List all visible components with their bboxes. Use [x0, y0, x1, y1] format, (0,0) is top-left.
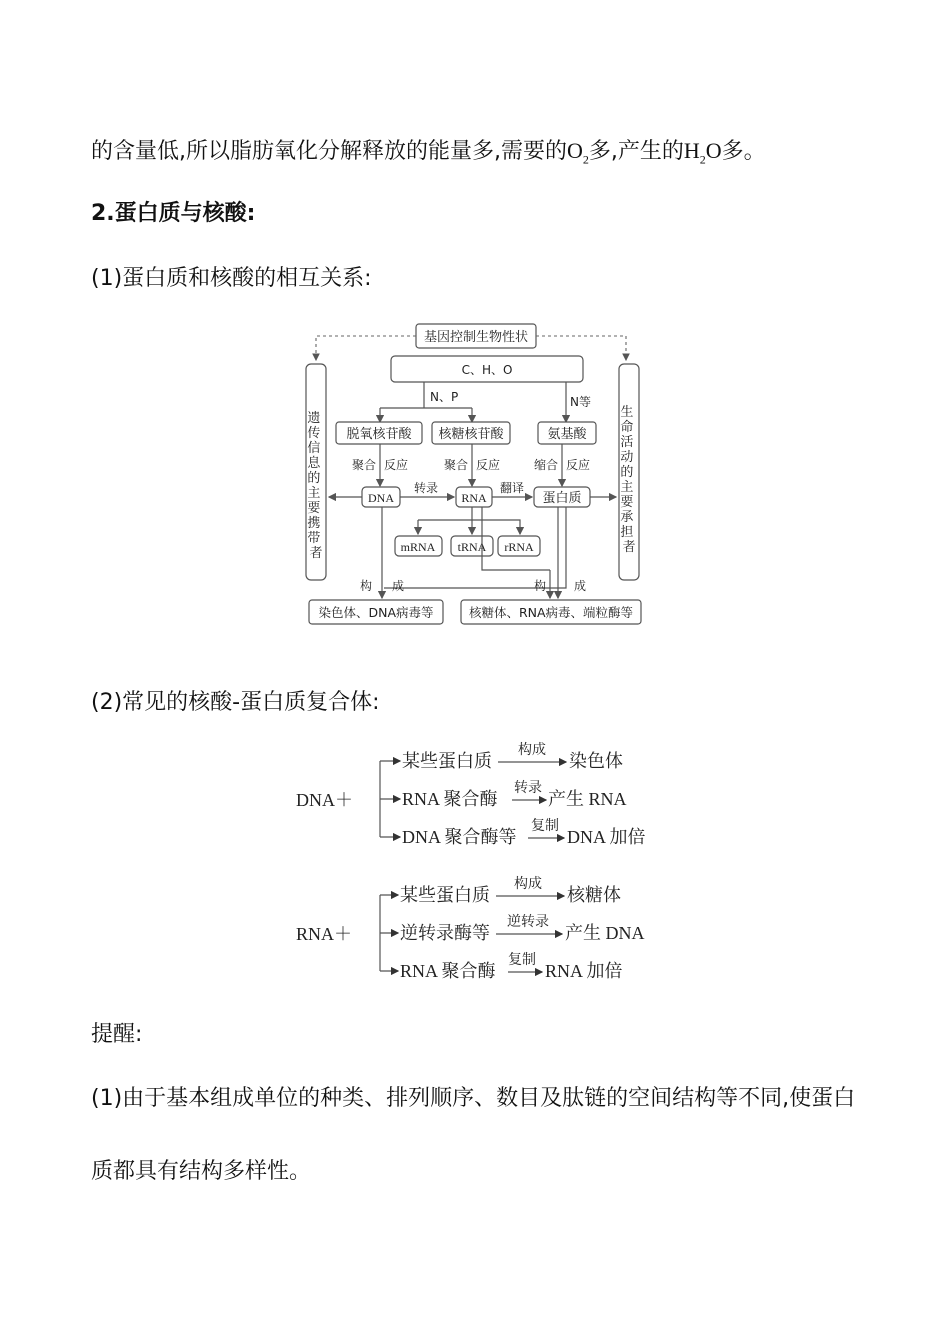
svg-text:反应: 反应	[384, 458, 409, 472]
svg-text:转录: 转录	[413, 481, 439, 495]
line1-part-c: 多。	[721, 139, 766, 164]
np-label: N、P	[430, 390, 459, 404]
rna-plus-label: RNA＋	[296, 924, 353, 944]
svg-text:构成: 构成	[518, 742, 546, 758]
line1-part-b: 多,产生的	[588, 139, 684, 164]
svg-text:反应: 反应	[476, 458, 501, 472]
svg-text:氨基酸: 氨基酸	[547, 427, 587, 442]
svg-text:mRNA: mRNA	[400, 540, 436, 554]
svg-text:蛋白质: 蛋白质	[542, 491, 582, 506]
rna-row2-right: 产生 DNA	[565, 923, 645, 943]
svg-text:缩合: 缩合	[533, 458, 558, 472]
dna-row1-right: 染色体	[569, 751, 623, 772]
n-etc-label: N等	[570, 395, 591, 409]
dna-row2-right: 产生 RNA	[548, 789, 627, 809]
svg-text:脱氧核苷酸: 脱氧核苷酸	[346, 427, 412, 442]
elements-label: C、H、O	[461, 363, 513, 377]
svg-text:RNA: RNA	[461, 491, 487, 505]
rna-row3-left: RNA 聚合酶	[400, 961, 496, 981]
svg-text:聚合: 聚合	[351, 458, 376, 472]
gene-control-label: 基因控制生物性状	[423, 330, 529, 345]
subheading-1: (1)蛋白质和核酸的相互关系:	[91, 266, 372, 291]
nucleoprotein-complex-diagram	[290, 738, 670, 988]
svg-text:构: 构	[533, 579, 546, 593]
note1-line1: (1)由于基本组成单位的种类、排列顺序、数目及肽链的空间结构等不同,使蛋白	[91, 1086, 856, 1111]
rna-row3-right: RNA 加倍	[545, 961, 623, 981]
svg-text:构: 构	[359, 579, 372, 593]
note1-line2: 质都具有结构多样性。	[91, 1159, 312, 1184]
svg-text:rRNA: rRNA	[504, 540, 534, 554]
dna-row3-left: DNA 聚合酶等	[402, 827, 517, 847]
rna-row1-left: 某些蛋白质	[400, 885, 490, 906]
subheading-2: (2)常见的核酸-蛋白质复合体:	[91, 690, 380, 715]
line1-part-a: 的含量低,所以脂肪氧化分解释放的能量多,需要的	[91, 139, 567, 164]
svg-text:反应: 反应	[566, 458, 591, 472]
reminder-label: 提醒:	[91, 1022, 143, 1047]
svg-text:成: 成	[574, 579, 587, 593]
rna-row1-right: 核糖体	[567, 885, 621, 906]
left-vertical-label: 遗 传 信 息 的 主 要 携 带 者	[307, 411, 323, 561]
svg-text:核糖体、RNA病毒、端粒酶等: 核糖体、RNA病毒、端粒酶等	[468, 605, 634, 620]
svg-text:构成: 构成	[514, 876, 542, 892]
dna-row3-right: DNA 加倍	[567, 827, 646, 847]
svg-text:复制: 复制	[508, 952, 536, 968]
right-vertical-label: 生 命 活 动 的 主 要 承 担 者	[620, 405, 636, 555]
svg-text:DNA: DNA	[368, 491, 394, 505]
svg-text:核糖核苷酸: 核糖核苷酸	[438, 427, 504, 442]
dna-row1-left: 某些蛋白质	[402, 751, 492, 772]
text-line-1	[91, 136, 766, 174]
section-heading: 2.蛋白质与核酸:	[91, 201, 256, 226]
dna-row2-left: RNA 聚合酶	[402, 789, 498, 809]
svg-text:转录: 转录	[514, 780, 542, 796]
svg-text:tRNA: tRNA	[457, 540, 487, 554]
svg-text:成: 成	[392, 579, 405, 593]
o2-formula: $O_2$	[567, 138, 589, 167]
svg-text:聚合: 聚合	[443, 458, 468, 472]
protein-nucleic-acid-diagram	[300, 318, 645, 630]
h2o-formula: $H_2O$	[683, 138, 722, 167]
svg-text:翻译: 翻译	[499, 481, 525, 495]
svg-text:逆转录: 逆转录	[507, 914, 549, 930]
dna-plus-label: DNA＋	[296, 790, 353, 810]
svg-text:染色体、DNA病毒等: 染色体、DNA病毒等	[318, 605, 434, 620]
rna-row2-left: 逆转录酶等	[400, 923, 490, 944]
svg-text:复制: 复制	[531, 818, 559, 834]
